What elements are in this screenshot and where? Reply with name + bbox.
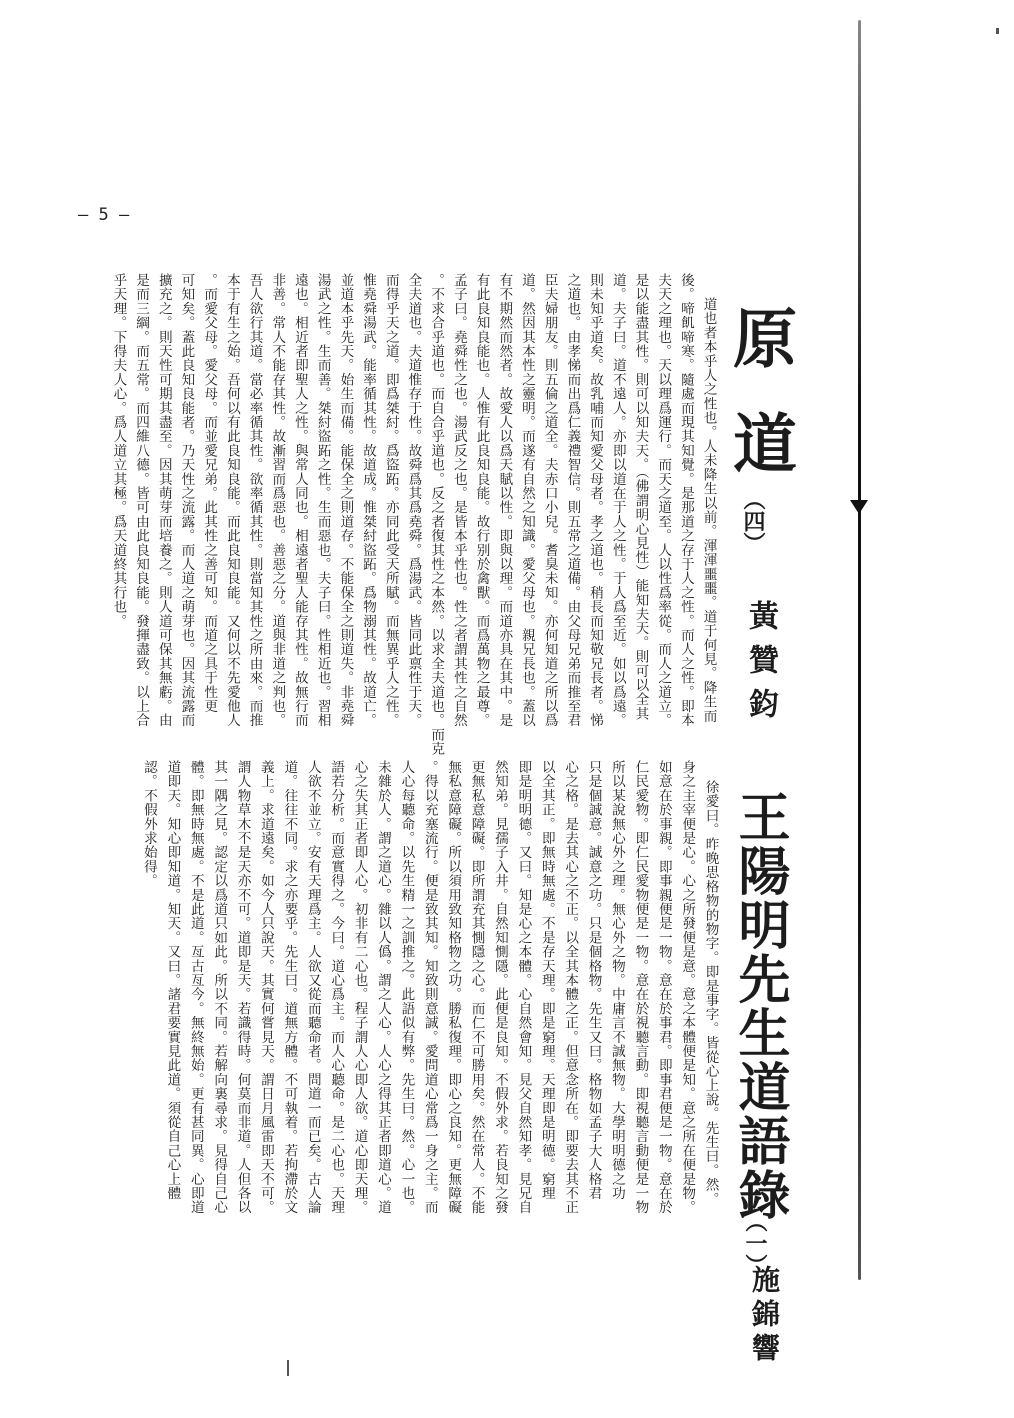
article2-column: 義上。求道遠矣。如今人只說天。其實何嘗見天。謂日月風雷即天不可。 [257,760,274,1215]
article2-column: 心之失其正者即人心。初非有二心也。程子謂人心即人欲。道心即天理。 [351,760,368,1215]
article1-column: 並道本乎先天。始生而備。能保全之則道存。不能保全之則道失。非堯舜 [337,273,354,728]
article2-column: 如意在於事親。即事親便是一物。意在於事君。即事君便是一物。意在於 [655,760,672,1215]
article2-column: 更無私意障礙。即所謂充其惻隱之心。而仁不可勝用矣。然在常人。不能 [468,760,485,1215]
article1-column: 則未知乎道矣。故乳哺而知愛父母者。孝之道也。稍長而知敬兄長者。悌 [587,273,604,728]
article1-column: 是而三綱。而五常。而四維八德。皆可由此良知良能。發揮盡致。以上合 [133,273,150,728]
scan-speck [996,28,999,34]
article1-column: 可知矣。蓋此良知良能者。乃天性之流露。而人道之萌芽也。因其流露而 [178,273,195,728]
article2-column: 其一隅之見。認定以爲道只如此。所以不同。若解向裏尋求。見得自己心 [211,760,228,1215]
article1-column: 而得乎天之道。即爲桀紂。爲盜跖。亦同此受天所賦。而無異乎人之性。 [382,273,399,728]
article1-column: 遠也。相近者即聖人之性。與常人同也。相遠者聖人能存其性。故無行而 [291,273,308,728]
article1-author: 黃贊鈞 [743,600,778,732]
article1-column: 孟子曰。堯舜性之也。湯武反之也。是皆本乎性也。性之者謂其性之自然 [450,273,467,728]
article1-column: 有不期然而然者。故愛人以爲天賦以性。即與以理。而道亦具在其中。是 [496,273,513,728]
article2-column: 認。不假外求始得。 [140,760,157,888]
article1-column: 擴充之。則天性可期其盡至。因其萌芽而培養之。則人道可保其無虧。由 [155,273,172,728]
article1-column: 道。夫子曰。道不遠人。亦即以道在于人之性。于人爲至近。如以爲遠。 [609,273,626,728]
article1-part: （四） [740,488,766,554]
article2-column: 人欲不並立。安有天理爲主。人欲又從而聽命者。問道一而已矣。古人論 [304,760,321,1215]
binding-line [858,20,861,1280]
article1-column: 惟堯舜湯武。能率循其性。故道成。惟桀紂盜跖。爲物溺其性。故道亡。 [360,273,377,728]
scan-speck [287,1360,289,1376]
article1-column: 本于有生之始。吾何以有此良知良能。而此良知良能。又何以不先愛他人 [223,273,240,728]
article2-column: 徐愛曰。昨晚思格物的物字。即是事字。皆從心上說。先生曰。然。 [702,780,719,1206]
article2-part: （一） [742,1210,768,1276]
article1-column: 吾人欲行其道。當必率循其性。欲率循其性。則當知其性之所由來。而推 [246,273,263,728]
article1-column: 臣夫婦朋友。則五倫之道全。夫赤口小兒。耆臭未知。亦何知道之所以爲 [541,273,558,728]
article2-column: 體。即無時無處。不是此道。亙古亙今。無終無始。更有甚同異。心即道 [187,760,204,1215]
article2-column: 只是個誠意。誠意之功。只是個格物。先生又曰。格物如孟子大人格君 [585,760,602,1201]
article2-column: 心之格。是去其心之不正。以全其本體之正。但意念所在。即要去其不正 [562,760,579,1215]
article1-column: 非善。常人不能存其性。故漸習而爲惡也。善惡之分。道與非道之判也。 [269,273,286,728]
article1-column: 道也者本乎人之性也。人未降生以前。渾渾噩噩。道于何見。降生而 [700,297,717,723]
article1-column: 後。啼飢啼寒。隨處而現其知覺。是那道之存于人之性。而人之性。即本 [677,273,694,728]
article2-column: 謂人物草木不是天亦不可。道即是天。若識得時。何莫而非道。人但各以 [234,760,251,1215]
article2-column: 。得以充塞流行。便是致其知。知致則意誠。愛問道心常爲一身之主。而 [421,760,438,1215]
article1-column: 全夫道也。夫道惟存于性。故舜爲其爲堯舜。爲湯武。皆同此禀性于天。 [405,273,422,728]
article2-column: 道即天。知心即知道。知天。又曰。諸君要實見此道。須從自己心上體 [164,760,181,1201]
article2-author: 施錦響 [748,1265,781,1367]
article1-column: 湯武之性。生而善。桀紂盜跖之性。生而惡也。夫子曰。性相近也。習相 [314,273,331,728]
article1-title-char-1: 原 [722,305,797,369]
article1-column: 道。然因其本性之靈明。而遂有自然之知識。愛父母也。親兄長也。蓋以 [518,273,535,728]
article2-column: 未雜於人。謂之道心。雜以人僞。謂之人心。人心之得其正者即道心。道 [374,760,391,1215]
article1-column: 。不求合乎道也。而自合乎道也。反之者復其性之本然。以求全夫道也。而克 [428,273,445,756]
article2-column: 然知弟。見孺子入井。自然知惻隱。此便是良知。不假外求。若良知之發 [491,760,508,1215]
article2-column: 即是明明德。又曰。知是心之本體。心自然會知。見父自然知孝。見兄自 [515,760,532,1215]
article1-title-char-2: 道 [722,410,797,474]
article2-column: 身之主宰便是心。心之所發便是意。意之本體便是知。意之所在便是物。 [679,760,696,1215]
article1-column: 。而愛父母。愛父母。而並愛兄弟。此其性之善可知。而道之具于性更 [201,273,218,714]
article2-column: 道。往往不同。求之亦要乎。先生曰。道無方體。不可執着。若拘滯於文 [281,760,298,1215]
article2-column: 人心每聽命。以先生精一之訓推之。此語似有弊。先生曰。然。心一也。 [398,760,415,1215]
article2-column: 所以某說無心外之理。無心外之物。中庸言不誠無物。大學明明德之功 [608,760,625,1201]
article1-column: 夫天之理也。天以理爲運行。而天之道至。人以性爲率從。而人之道立。 [655,273,672,728]
article2-title: 王陽明先生道語錄 [729,790,790,1222]
article1-column: 之道也。由孝悌而出爲仁義禮智信。則五常之道備。由父母兄弟而推至君 [564,273,581,728]
page-number: — 5 — [78,205,130,225]
article1-column: 有此良知良能也。人惟有此良知良能。故行别於禽獸。而爲萬物之最尊。 [473,273,490,728]
binding-mark [850,500,868,514]
article1-column: 是以能盡其性。則可以知夫天。（佛謂明心見性）能知夫天。則可以全其 [632,273,649,721]
article2-column: 語若分析。而意實得之。今曰。道心爲主。而人心聽命。是二心也。天理 [328,760,345,1215]
article1-column: 乎天理。下得夫人心。爲人道立其極。爲天道終其行也。 [110,273,127,628]
article2-column: 以全其正。即無時無處。不是存天理。即是窮理。天理即是明德。窮理 [538,760,555,1201]
article2-column: 仁民愛物。即仁民愛物便是一物。意在於視聽言動。即視聽言動便是一物 [632,760,649,1215]
article2-column: 無私意障礙。所以須用致知格物之功。勝私復理。即心之良知。更無障礙 [445,760,462,1215]
